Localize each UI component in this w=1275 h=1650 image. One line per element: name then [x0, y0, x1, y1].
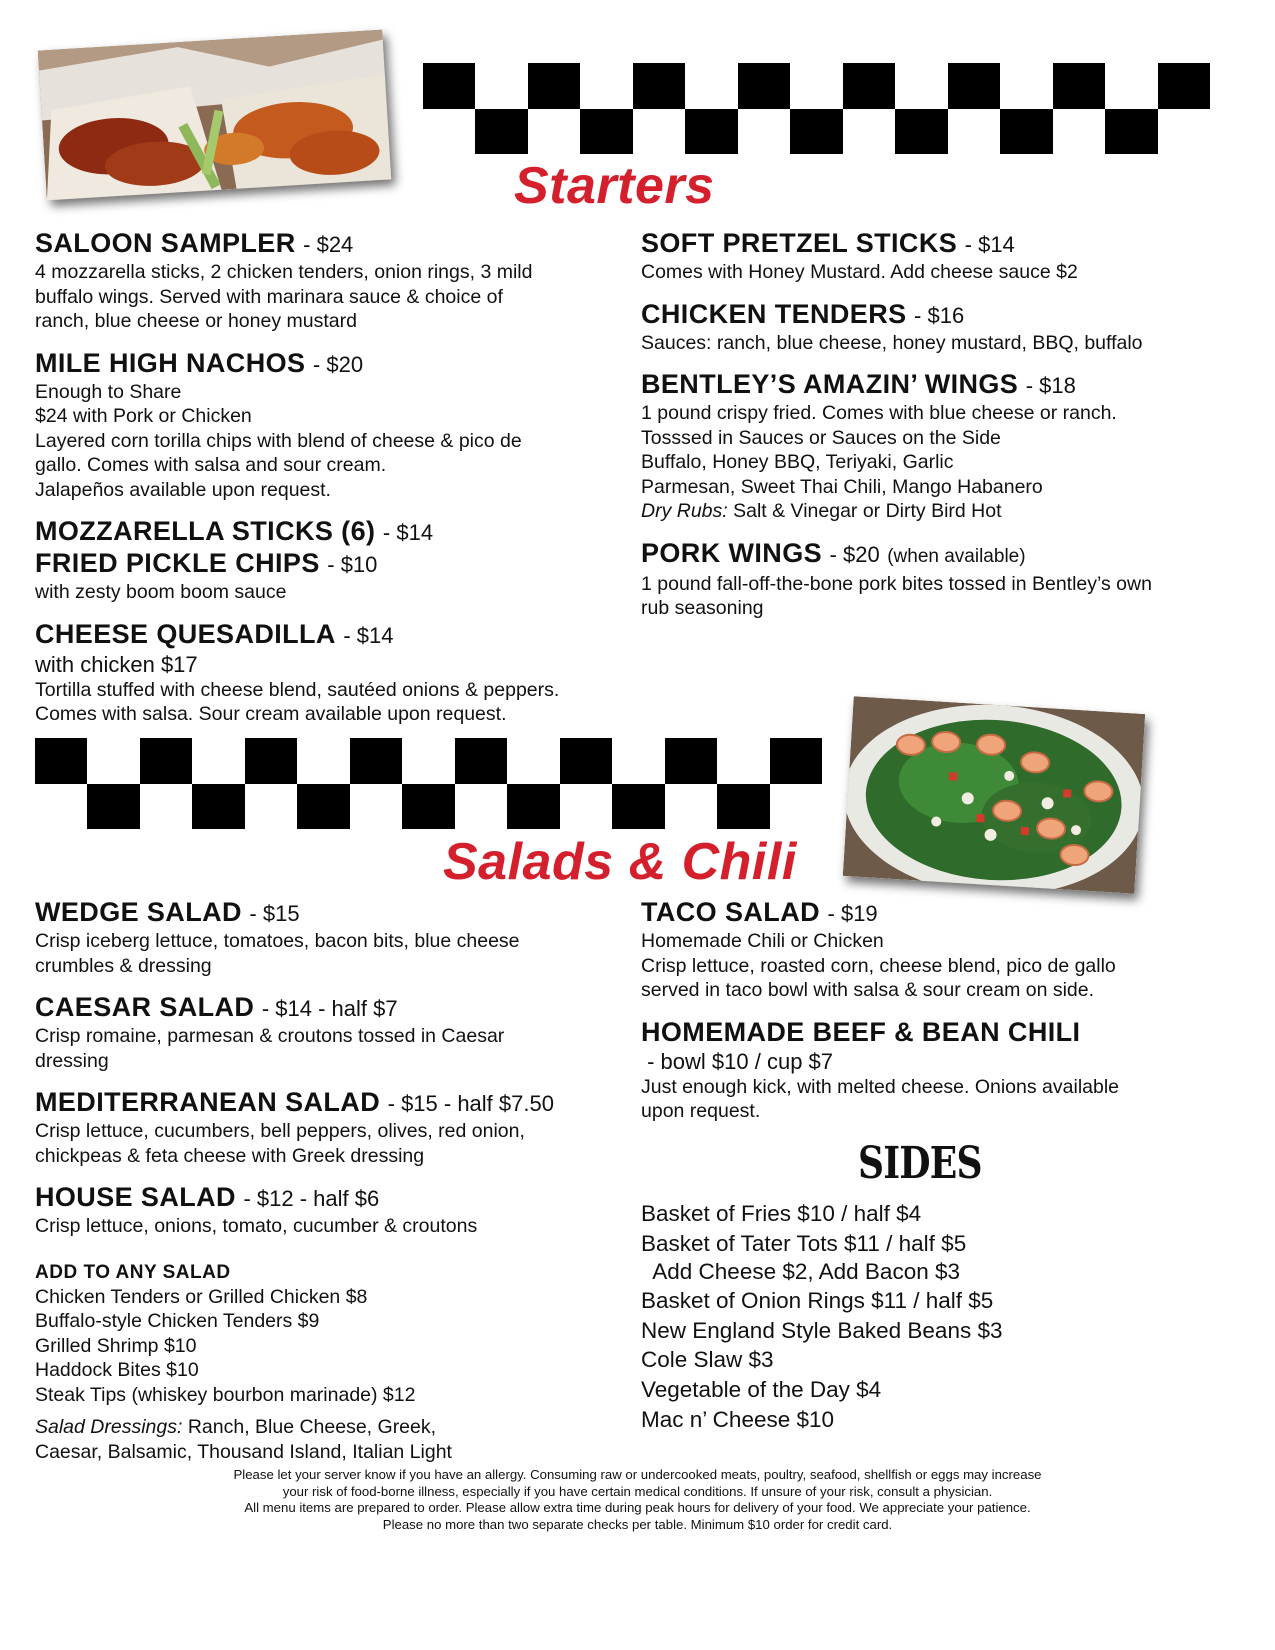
item-desc: Homemade Chili or Chicken: [641, 930, 884, 952]
item-desc: Crisp lettuce, onions, tomato, cucumber & croutons: [35, 1215, 478, 1237]
footer-line: Please no more than two separate checks per table. Minimum $10 order for credit card.: [382, 1516, 893, 1532]
item-desc: dressing: [35, 1049, 109, 1072]
item-desc: 1 pound crispy fried. Comes with blue cheese or ranch.: [641, 402, 1117, 424]
checker-square: [455, 784, 507, 830]
checker-divider-middle: [35, 738, 822, 829]
checker-square: [1105, 109, 1157, 155]
item-desc: Crisp romaine, parmesan & croutons tossed in Caesar: [35, 1025, 505, 1047]
checker-square: [35, 738, 87, 784]
checker-square: [580, 63, 632, 109]
footer-line: All menu items are prepared to order. Please allow extra time during peak hours for delivery of your food. We appreciate your patience.: [244, 1500, 1031, 1515]
item-name: MILE HIGH NACHOS: [35, 347, 306, 378]
dry-rubs-line: [641, 499, 1201, 524]
menu-item-bentleys-wings: [641, 369, 1201, 524]
item-price: - $20: [829, 541, 880, 567]
item-price: - $18: [1025, 373, 1076, 398]
checker-square: [843, 109, 895, 155]
checker-square: [528, 109, 580, 155]
checker-square: [790, 109, 842, 155]
salads-right-column: [641, 897, 1201, 1138]
checker-square: [1158, 63, 1210, 109]
sides-title: SIDES: [858, 1138, 982, 1189]
item-desc: buffalo wings. Served with marinara sauce & choice of: [35, 285, 503, 308]
menu-item-caesar-salad: [35, 992, 635, 1073]
menu-item-mediterranean-salad: [35, 1087, 635, 1168]
checker-square: [1158, 109, 1210, 155]
checker-square: [665, 738, 717, 784]
checker-square: [1000, 63, 1052, 109]
availability-note: (when available): [887, 545, 1026, 567]
checker-square: [297, 784, 349, 830]
checker-square: [843, 63, 895, 109]
salads-left-column: [35, 897, 635, 1464]
starters-right-column: [641, 228, 1201, 635]
dry-rubs-label: Dry Rubs:: [641, 500, 728, 522]
checker-square: [423, 63, 475, 109]
checker-square: [717, 738, 769, 784]
salad-photo: [843, 696, 1145, 893]
dressings-line-1: Ranch, Blue Cheese, Greek,: [182, 1416, 437, 1438]
side-item: Basket of Tater Tots $11 / half $5: [641, 1230, 967, 1256]
checker-square: [507, 784, 559, 830]
add-on-item: Buffalo-style Chicken Tenders $9: [35, 1310, 320, 1332]
menu-item-soft-pretzel-sticks: [641, 228, 1201, 285]
checker-square: [948, 109, 1000, 155]
item-price: - $15 - half $7.50: [387, 1091, 554, 1116]
side-item: Vegetable of the Day $4: [641, 1376, 882, 1402]
checker-square: [528, 63, 580, 109]
checker-square: [140, 784, 192, 830]
checker-square: [87, 784, 139, 830]
footer-line: Please let your server know if you have an allergy. Consuming raw or undercooked meats, poultry, seafood, shellfish or eggs may increase: [233, 1467, 1042, 1482]
checker-square: [350, 738, 402, 784]
checker-square: [192, 738, 244, 784]
checker-square: [1053, 109, 1105, 155]
item-desc: Crisp iceberg lettuce, tomatoes, bacon bits, blue cheese: [35, 930, 520, 952]
item-desc: Parmesan, Sweet Thai Chili, Mango Habanero: [641, 475, 1043, 498]
menu-item-saloon-sampler: [35, 228, 635, 334]
dressings-line-2: Caesar, Balsamic, Thousand Island, Italian Light: [35, 1440, 452, 1463]
item-name: CHEESE QUESADILLA: [35, 618, 336, 649]
checker-square: [633, 63, 685, 109]
item-price: - $15: [249, 901, 300, 926]
checker-square: [1000, 109, 1052, 155]
starters-title: Starters: [514, 157, 715, 215]
menu-item-wedge-salad: [35, 897, 635, 978]
item-name: MOZZARELLA STICKS (6): [35, 516, 376, 546]
add-on-item: Haddock Bites $10: [35, 1359, 199, 1381]
item-name: SOFT PRETZEL STICKS: [641, 228, 958, 258]
item-desc: Buffalo, Honey BBQ, Teriyaki, Garlic: [641, 451, 954, 473]
item-name: CAESAR SALAD: [35, 992, 255, 1022]
checker-square: [35, 784, 87, 830]
item-price: - $16: [914, 302, 965, 328]
item-desc: served in taco bowl with salsa & sour cream on side.: [641, 979, 1095, 1001]
checker-square: [948, 63, 1000, 109]
checker-square: [685, 63, 737, 109]
item-price: - $14 - half $7: [261, 996, 398, 1021]
starters-left-column: [35, 228, 635, 741]
checker-square: [895, 109, 947, 155]
menu-item-mozzarella-sticks: [35, 516, 635, 548]
item-price: - $20: [312, 351, 364, 377]
checker-square: [612, 738, 664, 784]
menu-item-house-salad: [35, 1182, 635, 1239]
wings-photo: [38, 30, 392, 201]
checker-square: [1105, 63, 1157, 109]
checker-square: [423, 109, 475, 155]
item-desc: rub seasoning: [641, 597, 764, 619]
item-price: - $24: [303, 232, 354, 257]
checker-square: [297, 738, 349, 784]
item-desc: Enough to Share: [35, 380, 182, 403]
item-option: with chicken $17: [35, 651, 198, 677]
allergy-disclaimer: [150, 1467, 1125, 1533]
dressings-label: Salad Dressings:: [35, 1416, 183, 1438]
item-desc: gallo. Comes with salsa and sour cream.: [35, 454, 387, 476]
item-name: MEDITERRANEAN SALAD: [35, 1087, 381, 1117]
item-desc: Tosssed in Sauces or Sauces on the Side: [641, 426, 1001, 449]
menu-item-beef-bean-chili: [641, 1017, 1201, 1124]
checker-square: [475, 63, 527, 109]
checker-square: [402, 784, 454, 830]
checker-square: [1053, 63, 1105, 109]
add-on-item: Chicken Tenders or Grilled Chicken $8: [35, 1285, 368, 1308]
checker-square: [895, 63, 947, 109]
menu-item-cheese-quesadilla: [35, 619, 635, 727]
item-desc: Layered corn torilla chips with blend of cheese & pico de: [35, 429, 522, 452]
checker-square: [245, 738, 297, 784]
checker-divider-top: [423, 63, 1210, 154]
item-price: - $12 - half $6: [243, 1186, 380, 1211]
side-item-addon: Add Cheese $2, Add Bacon $3: [641, 1259, 960, 1285]
item-name: FRIED PICKLE CHIPS: [35, 548, 320, 578]
side-item: Cole Slaw $3: [641, 1347, 774, 1373]
item-price: - $14: [382, 520, 434, 545]
checker-square: [140, 738, 192, 784]
checker-square: [790, 63, 842, 109]
checker-square: [87, 738, 139, 784]
item-desc: Crisp lettuce, roasted corn, cheese blend, pico de gallo: [641, 954, 1116, 977]
item-desc: 4 mozzarella sticks, 2 chicken tenders, onion rings, 3 mild: [35, 261, 533, 283]
add-to-salad-section: [35, 1261, 635, 1408]
item-desc: Jalapeños available upon request.: [35, 478, 331, 501]
checker-square: [665, 784, 717, 830]
checker-square: [770, 738, 822, 784]
side-item: Mac n’ Cheese $10: [641, 1406, 835, 1432]
item-desc: Comes with Honey Mustard. Add cheese sauce $2: [641, 261, 1078, 283]
salad-dressings: [35, 1415, 635, 1464]
checker-square: [738, 109, 790, 155]
add-to-salad-heading: ADD TO ANY SALAD: [35, 1261, 231, 1283]
menu-item-chicken-tenders: [641, 299, 1201, 356]
item-desc: crumbles & dressing: [35, 954, 212, 977]
add-on-item: Steak Tips (whiskey bourbon marinade) $12: [35, 1383, 416, 1406]
checker-square: [402, 738, 454, 784]
menu-item-mile-high-nachos: [35, 348, 635, 503]
checker-square: [192, 784, 244, 830]
menu-item-pork-wings: [641, 538, 1201, 621]
checker-square: [612, 784, 664, 830]
checker-square: [738, 63, 790, 109]
menu-item-taco-salad: [641, 897, 1201, 1003]
item-desc: Sauces: ranch, blue cheese, honey mustard, BBQ, buffalo: [641, 331, 1143, 354]
item-price: - $14: [343, 622, 394, 648]
item-desc: Just enough kick, with melted cheese. Onions available: [641, 1075, 1120, 1098]
footer-line: your risk of food-borne illness, especially if you have certain medical conditions. If unsure of your risk, consult a physician.: [282, 1483, 993, 1499]
checker-square: [455, 738, 507, 784]
item-name: BENTLEY’S AMAZIN’ WINGS: [641, 369, 1019, 399]
add-on-item: Grilled Shrimp $10: [35, 1334, 197, 1357]
checker-square: [560, 738, 612, 784]
checker-square: [685, 109, 737, 155]
item-desc: Crisp lettuce, cucumbers, bell peppers, olives, red onion,: [35, 1120, 525, 1142]
checker-square: [560, 784, 612, 830]
salads-title: Salads & Chili: [443, 833, 797, 891]
side-item: New England Style Baked Beans $3: [641, 1317, 1003, 1343]
item-desc: 1 pound fall-off-the-bone pork bites tossed in Bentley’s own: [641, 572, 1152, 595]
item-desc: chickpeas & feta cheese with Greek dressing: [35, 1144, 425, 1167]
item-desc: Tortilla stuffed with cheese blend, sautéed onions & peppers.: [35, 678, 560, 701]
item-name: CHICKEN TENDERS: [641, 298, 907, 329]
item-name: TACO SALAD: [641, 897, 820, 927]
item-name: PORK WINGS: [641, 537, 823, 568]
checker-square: [580, 109, 632, 155]
item-price: - $19: [827, 901, 878, 926]
checker-square: [717, 784, 769, 830]
item-name: WEDGE SALAD: [35, 897, 242, 927]
item-desc: with zesty boom boom sauce: [35, 581, 287, 603]
sides-list: [641, 1199, 1201, 1434]
checker-square: [475, 109, 527, 155]
checker-square: [633, 109, 685, 155]
dry-rubs-text: Salt & Vinegar or Dirty Bird Hot: [727, 500, 1002, 522]
item-desc: $24 with Pork or Chicken: [35, 405, 252, 427]
item-price: - $14: [964, 232, 1015, 257]
checker-square: [770, 784, 822, 830]
item-name: HOMEMADE BEEF & BEAN CHILI: [641, 1016, 1081, 1047]
checker-square: [350, 784, 402, 830]
side-item: Basket of Onion Rings $11 / half $5: [641, 1288, 994, 1314]
checker-square: [245, 784, 297, 830]
item-desc: Comes with salsa. Sour cream available upon request.: [35, 703, 507, 725]
checker-square: [507, 738, 559, 784]
item-price-options: - bowl $10 / cup $7: [641, 1048, 834, 1074]
item-desc: ranch, blue cheese or honey mustard: [35, 310, 357, 332]
side-item: Basket of Fries $10 / half $4: [641, 1201, 922, 1226]
menu-item-fried-pickle-chips: [35, 548, 635, 605]
item-price: - $10: [327, 552, 378, 577]
item-name: SALOON SAMPLER: [35, 228, 296, 258]
item-desc: upon request.: [641, 1100, 761, 1122]
item-name: HOUSE SALAD: [35, 1182, 236, 1212]
